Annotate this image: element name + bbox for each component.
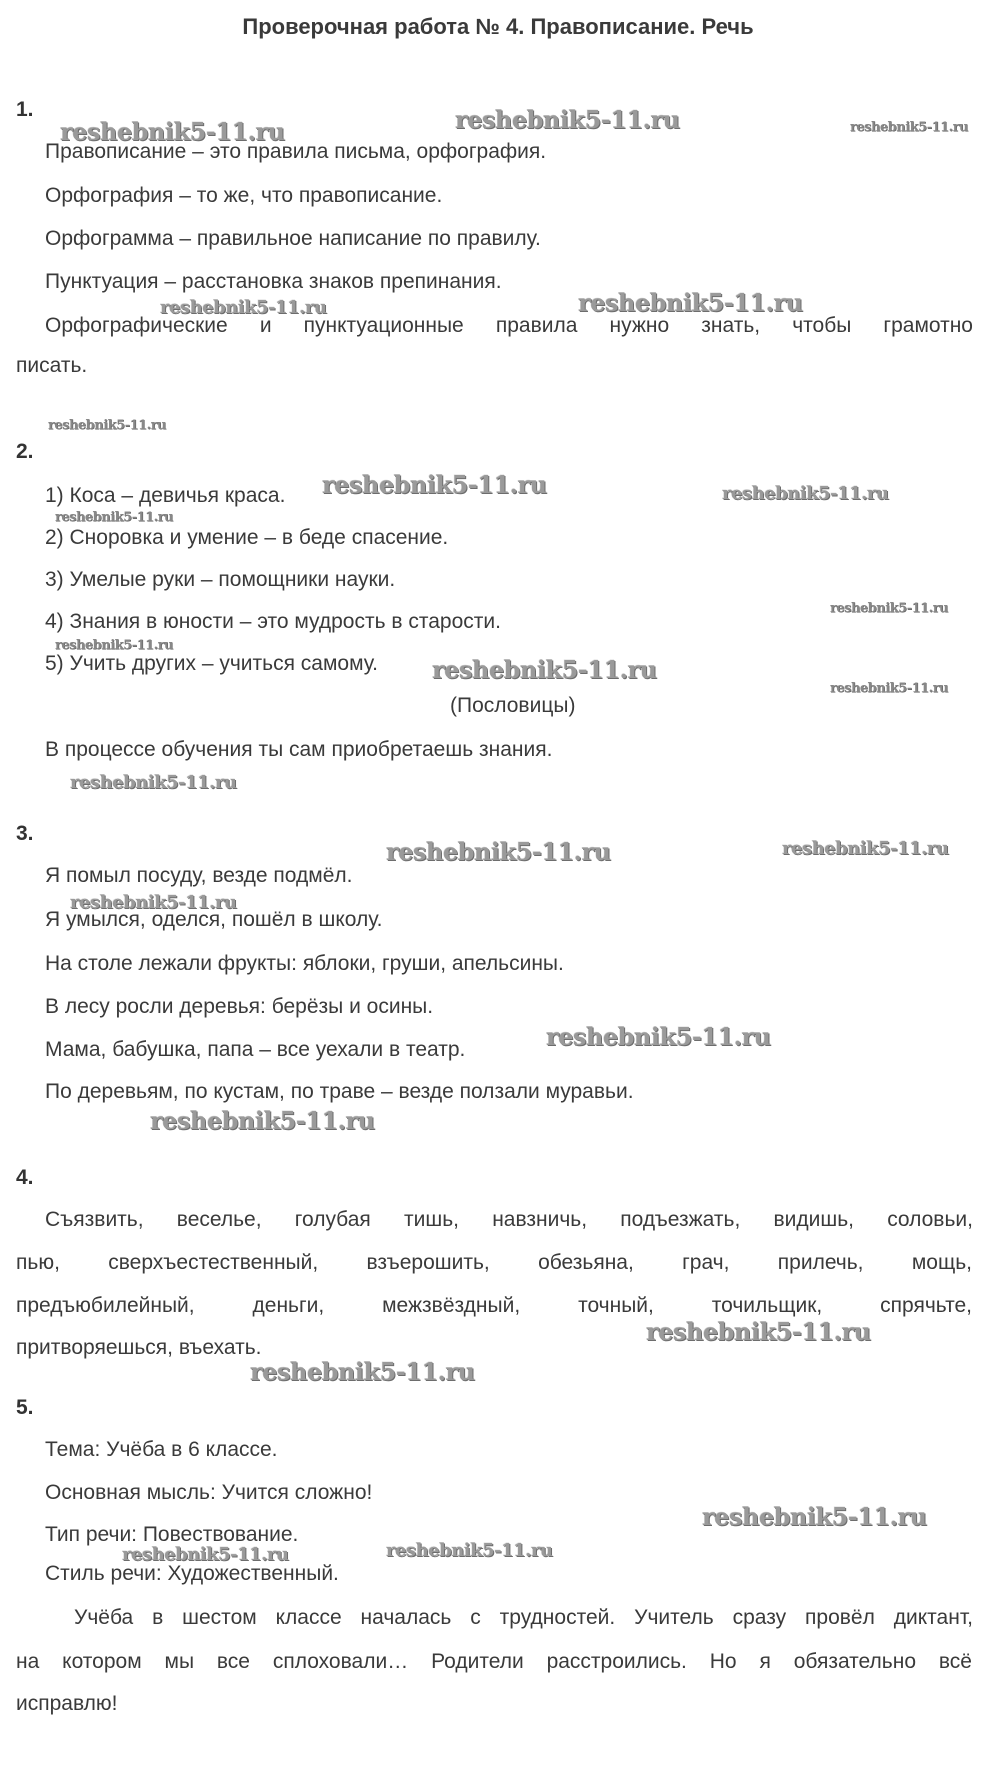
task-2-conclusion: В процессе обучения ты сам приобретаешь знания. [45, 738, 553, 761]
text-analysis-line: Тема: Учёба в 6 классе. [45, 1438, 278, 1461]
watermark: reshebnik5-11.ru [122, 1544, 289, 1565]
task-5-number: 5. [16, 1396, 34, 1419]
task-2-number: 2. [16, 440, 34, 463]
watermark: reshebnik5-11.ru [546, 1022, 771, 1051]
proverb-line: 3) Умелые руки – помощники науки. [45, 568, 396, 591]
watermark: reshebnik5-11.ru [60, 117, 285, 146]
task-1-line: Правописание – это правила письма, орфография. [45, 140, 547, 163]
watermark: reshebnik5-11.ru [160, 297, 327, 318]
watermark: reshebnik5-11.ru [578, 288, 803, 317]
watermark: reshebnik5-11.ru [70, 772, 237, 793]
watermark: reshebnik5-11.ru [830, 681, 949, 696]
word-list-line: предъюбилейный, деньги, межзвёздный, точный, точильщик, спрячьте, [16, 1294, 972, 1317]
watermark: reshebnik5-11.ru [48, 418, 167, 433]
watermark: reshebnik5-11.ru [850, 120, 969, 135]
task-1-paragraph-line: Орфографические и пунктуационные правила нужно знать, чтобы грамотно [45, 314, 973, 337]
sentence-line: Я помыл посуду, везде подмёл. [45, 864, 353, 887]
watermark: reshebnik5-11.ru [702, 1502, 927, 1531]
task-4-number: 4. [16, 1166, 34, 1189]
watermark: reshebnik5-11.ru [70, 892, 237, 913]
task-1-paragraph-line: писать. [16, 354, 88, 377]
watermark: reshebnik5-11.ru [830, 601, 949, 616]
watermark: reshebnik5-11.ru [55, 638, 174, 653]
text-analysis-line: Основная мысль: Учится сложно! [45, 1481, 373, 1504]
watermark: reshebnik5-11.ru [432, 655, 657, 684]
sentence-line: Мама, бабушка, папа – все уехали в театр. [45, 1038, 466, 1061]
task-1-line: Пунктуация – расстановка знаков препинания. [45, 270, 502, 293]
watermark: reshebnik5-11.ru [386, 1540, 553, 1561]
watermark: reshebnik5-11.ru [250, 1357, 475, 1386]
proverb-line: 4) Знания в юности – это мудрость в старости. [45, 610, 501, 633]
sentence-line: По деревьям, по кустам, по траве – везде ползали муравьи. [45, 1080, 634, 1103]
word-list-line: притворяешься, въехать. [16, 1336, 262, 1359]
sentence-line: Я умылся, оделся, пошёл в школу. [45, 908, 383, 931]
task-1-line: Орфография – то же, что правописание. [45, 184, 443, 207]
watermark: reshebnik5-11.ru [55, 510, 174, 525]
proverb-line: 5) Учить других – учиться самому. [45, 652, 378, 675]
sentence-line: На столе лежали фрукты: яблоки, груши, апельсины. [45, 952, 564, 975]
word-list-line: Съязвить, веселье, голубая тишь, навзничь, подъезжать, видишь, соловьи, [45, 1208, 973, 1231]
proverbs-source: (Пословицы) [450, 694, 576, 717]
text-analysis-line: Стиль речи: Художественный. [45, 1562, 339, 1585]
watermark: reshebnik5-11.ru [782, 838, 949, 859]
watermark: reshebnik5-11.ru [150, 1106, 375, 1135]
watermark: reshebnik5-11.ru [455, 105, 680, 134]
watermark: reshebnik5-11.ru [722, 483, 889, 504]
task-1-number: 1. [16, 98, 34, 121]
task-1-line: Орфограмма – правильное написание по правилу. [45, 227, 541, 250]
task-3-number: 3. [16, 822, 34, 845]
story-line: исправлю! [16, 1692, 118, 1715]
word-list-line: пью, сверхъестественный, взъерошить, обезьяна, грач, прилечь, мощь, [16, 1251, 972, 1274]
story-line: Учёба в шестом классе началась с трудностей. Учитель сразу провёл диктант, [74, 1606, 973, 1629]
page-title: Проверочная работа № 4. Правописание. Речь [242, 14, 754, 39]
story-line: на котором мы все сплоховали… Родители расстроились. Но я обязательно всё [16, 1650, 972, 1673]
proverb-line: 2) Сноровка и умение – в беде спасение. [45, 526, 449, 549]
proverb-line: 1) Коса – девичья краса. [45, 484, 286, 507]
sentence-line: В лесу росли деревья: берёзы и осины. [45, 995, 434, 1018]
text-analysis-line: Тип речи: Повествование. [45, 1523, 299, 1546]
watermark: reshebnik5-11.ru [386, 837, 611, 866]
watermark: reshebnik5-11.ru [322, 470, 547, 499]
watermark: reshebnik5-11.ru [646, 1317, 871, 1346]
